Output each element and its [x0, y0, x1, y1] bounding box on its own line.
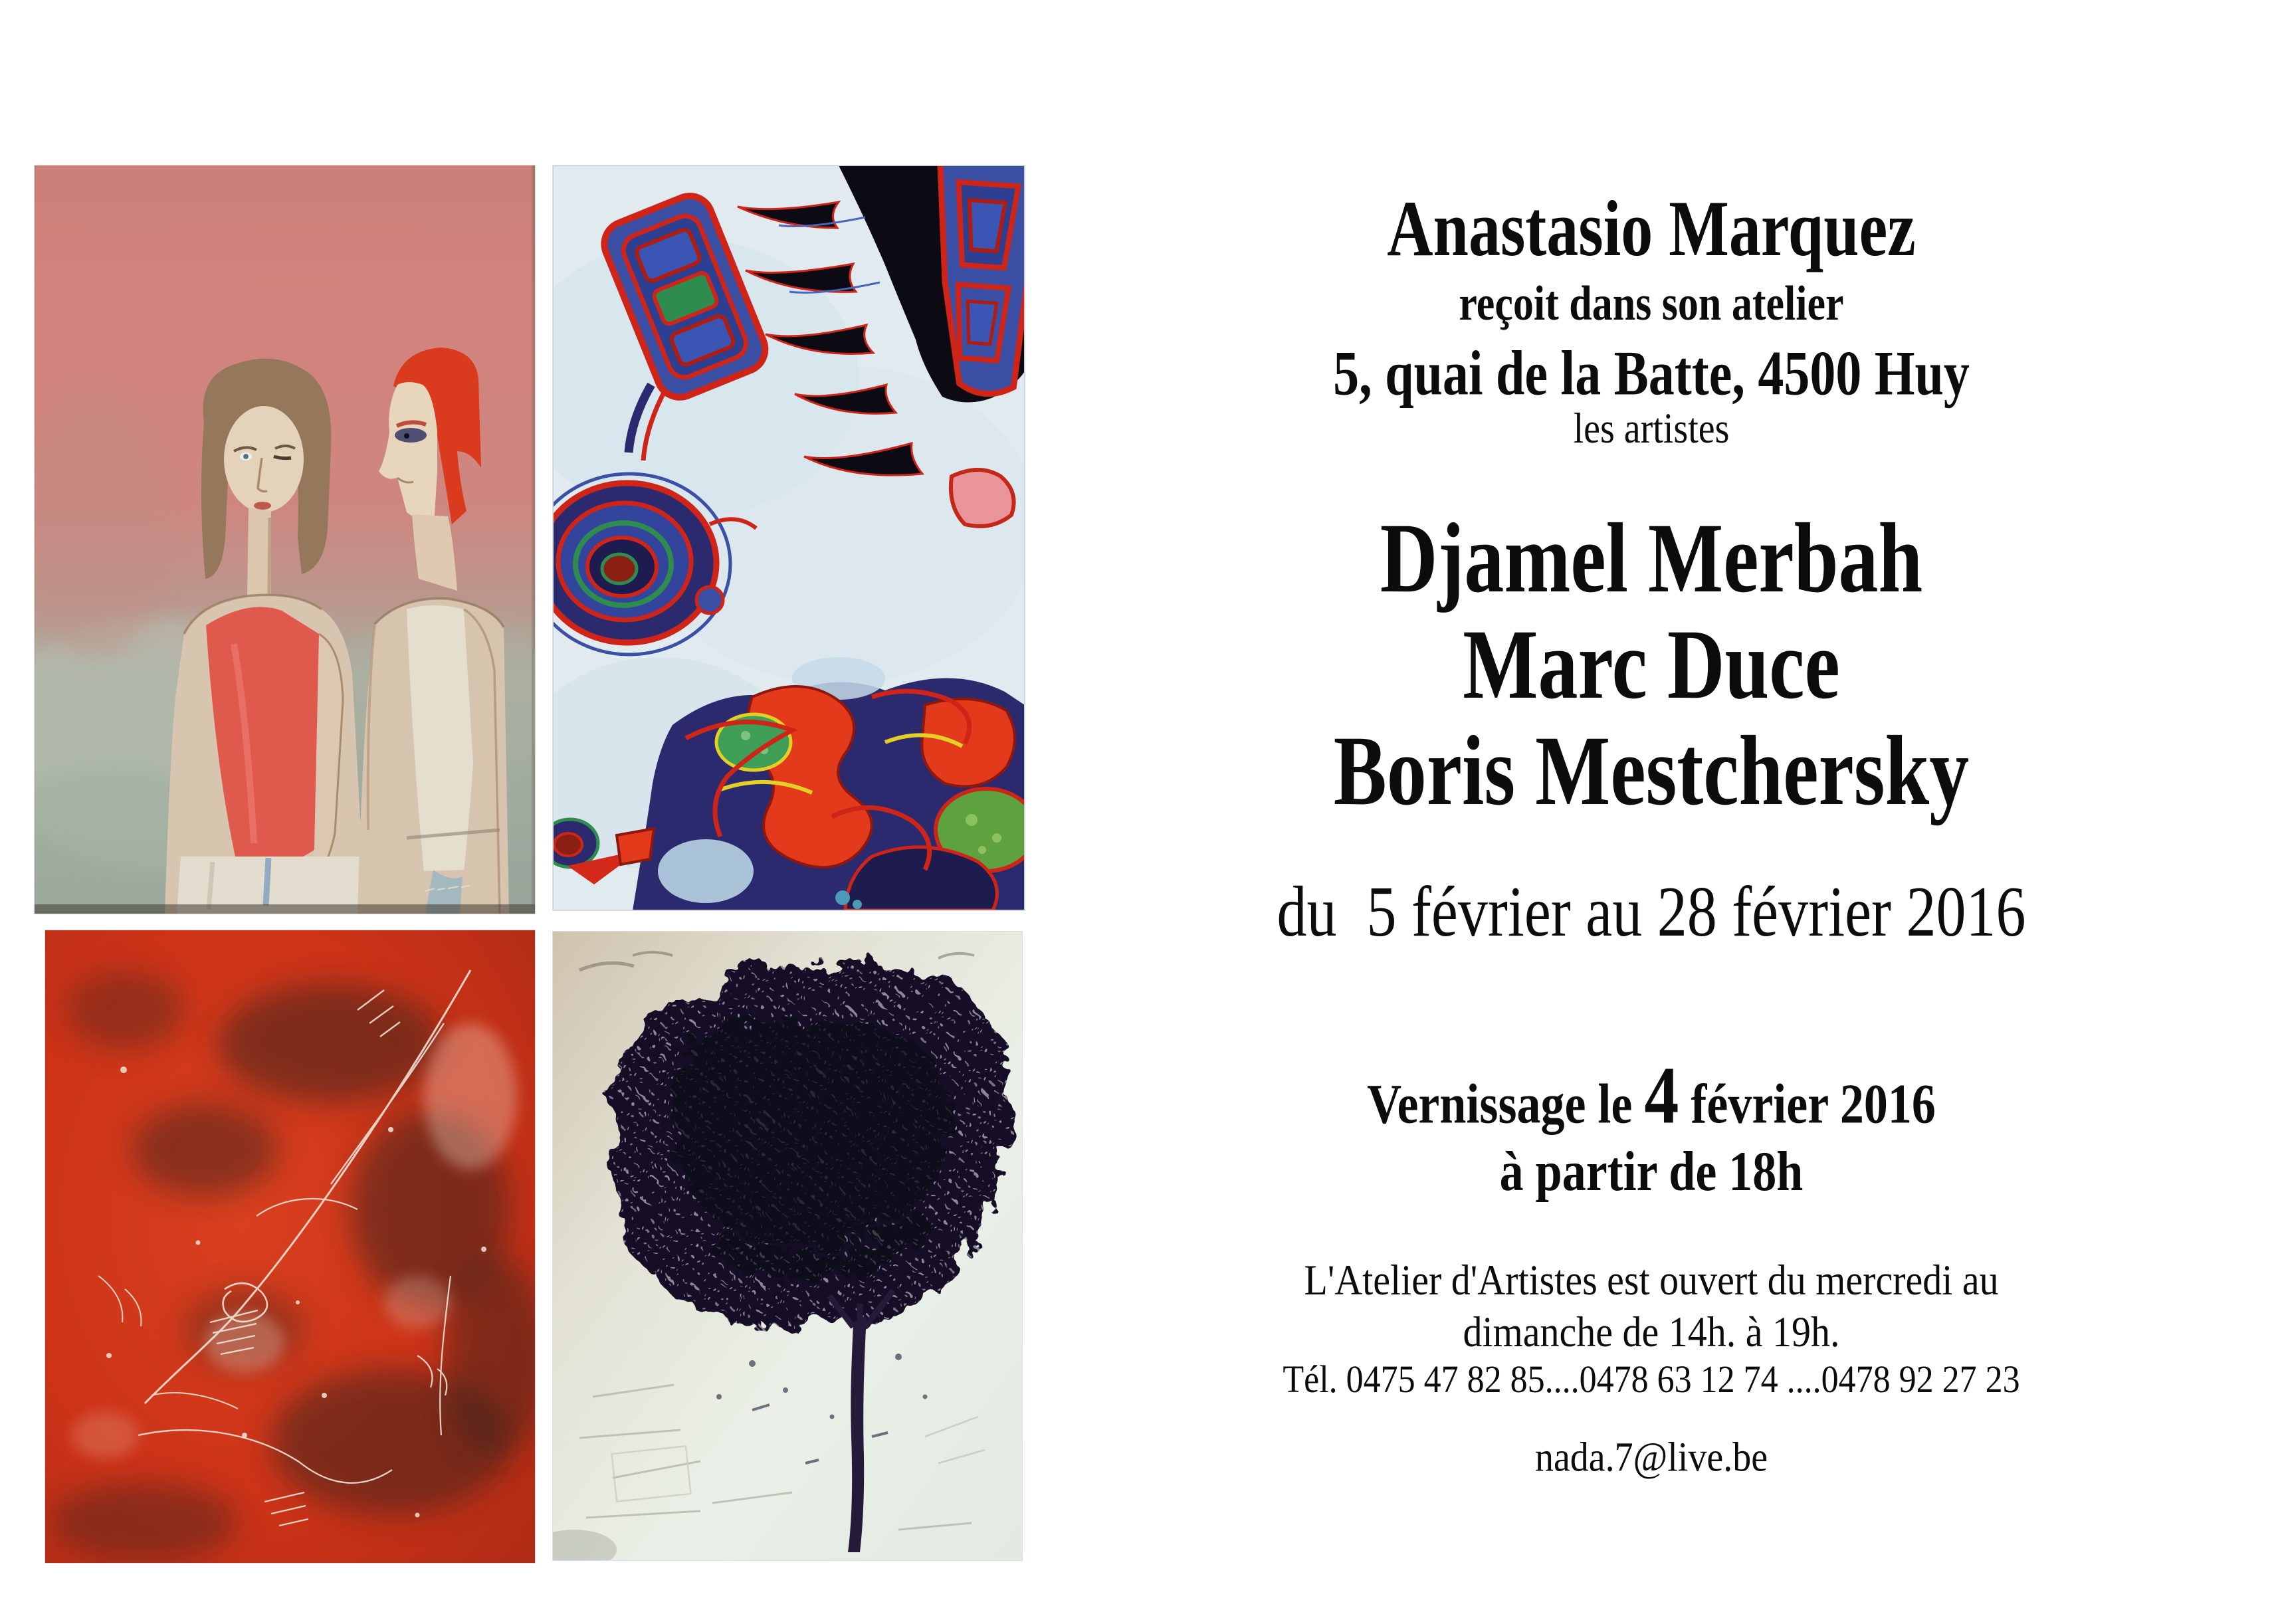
- artwork-two-figures: [35, 165, 535, 914]
- phone-numbers: Tél. 0475 47 82 85....0478 63 12 74 ....0478 92 27 23: [1283, 1358, 2020, 1401]
- psychedelic-image: [553, 165, 1025, 910]
- artwork-red-abstract: [45, 930, 535, 1563]
- vernissage-line: [1027, 1050, 2276, 1141]
- artist-name-2: Marc Duce: [1463, 609, 1840, 720]
- artists-intro: les artistes: [1573, 405, 1730, 453]
- red-abstract-image: [45, 930, 535, 1563]
- email-address: nada.7@live.be: [1534, 1434, 1768, 1481]
- vernissage-day: 4: [1644, 1050, 1679, 1141]
- vernissage-prefix: Vernissage le: [1367, 1072, 1645, 1136]
- tree-foliage: [608, 958, 1010, 1330]
- exhibition-dates: du 5 février au 28 février 2016: [1277, 872, 2026, 952]
- invitation-text-panel: [1027, 0, 2276, 1624]
- opening-info-line2: dimanche de 14h. à 19h.: [1463, 1307, 1840, 1356]
- artwork-tree-etching: [553, 932, 1022, 1560]
- host-address: 5, quai de la Batte, 4500 Huy: [1333, 337, 1970, 409]
- artist-name-3: Boris Mestchersky: [1333, 715, 1970, 826]
- artwork-psychedelic: [553, 165, 1025, 910]
- vernissage-time: à partir de 18h: [1499, 1140, 1804, 1203]
- vernissage-suffix: février 2016: [1679, 1072, 1936, 1136]
- tree-etching-image: [553, 932, 1022, 1560]
- opening-info-line1: L'Atelier d'Artistes est ouvert du mercredi au: [1304, 1255, 1999, 1304]
- artist-name-1: Djamel Merbah: [1380, 502, 1923, 613]
- two-figures-image: [35, 165, 535, 914]
- pink-blob: [951, 470, 1014, 526]
- host-name: Anastasio Marquez: [1387, 183, 1916, 273]
- host-subline: reçoit dans son atelier: [1459, 276, 1844, 331]
